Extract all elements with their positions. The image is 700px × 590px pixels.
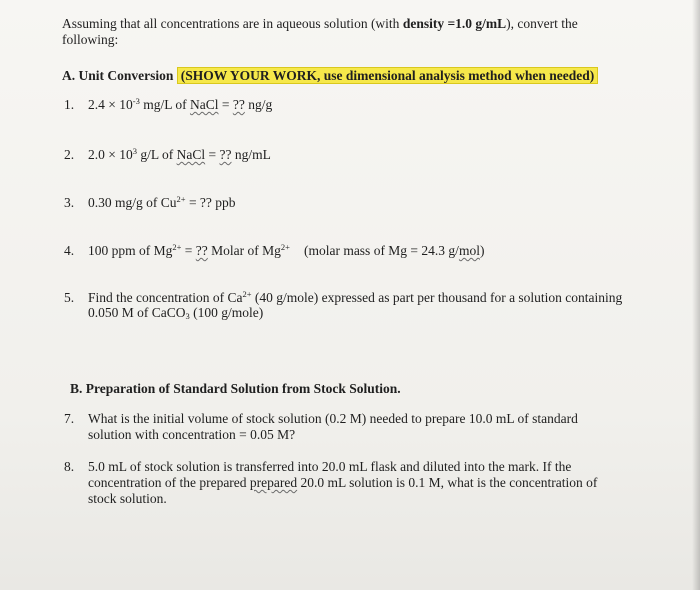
intro-paragraph: Assuming that all concentrations are in aqueous solution (with density =1.0 g/mL), convert the following: [62, 16, 578, 47]
question-7-line-2: solution with concentration = 0.05 M? [88, 427, 296, 442]
section-a-heading: A. Unit Conversion (SHOW YOUR WORK, use dimensional analysis method when needed) [62, 68, 598, 84]
question-8-line-3: stock solution. [88, 491, 167, 506]
question-3: 3. 0.30 mg/g of $Cu^{2+}$ = ?? ppb [64, 194, 236, 210]
question-5: 5. Find the concentration of $Ca^{2+}$ (40 g/mole) expressed as part per thousand for a solution containing [64, 289, 623, 305]
section-b-heading: B. Preparation of Standard Solution from Stock Solution. [70, 381, 401, 396]
question-5-line-2: 0.050 M of CaCO$_3$ (100 g/mole) [88, 305, 264, 321]
question-7: 7. What is the initial volume of stock solution (0.2 M) needed to prepare 10.0 mL of standard [64, 411, 578, 426]
question-4: 4. 100 ppm of $Mg^{2+}$ = ?? Molar of $Mg^{2+}$ (molar mass of Mg = 24.3 g/mol) [64, 242, 485, 258]
question-2: 2. $2.0 \times 10^3$ g/L of NaCl = ?? ng/mL [64, 146, 271, 162]
page-edge-shadow [692, 0, 700, 590]
question-1: 1. $2.4 \times 10^{-3}$ mg/L of NaCl = ?? ng/g [64, 96, 273, 112]
question-8-line-2: concentration of the prepared prepared 20.0 mL solution is 0.1 M, what is the concentration of [88, 475, 598, 490]
show-work-highlight: (SHOW YOUR WORK, use dimensional analysis method when needed) [177, 67, 598, 84]
density-note: density =1.0 g/mL [402, 16, 507, 31]
question-8: 8. 5.0 mL of stock solution is transferred into 20.0 mL flask and diluted into the mark. If the [64, 459, 572, 474]
